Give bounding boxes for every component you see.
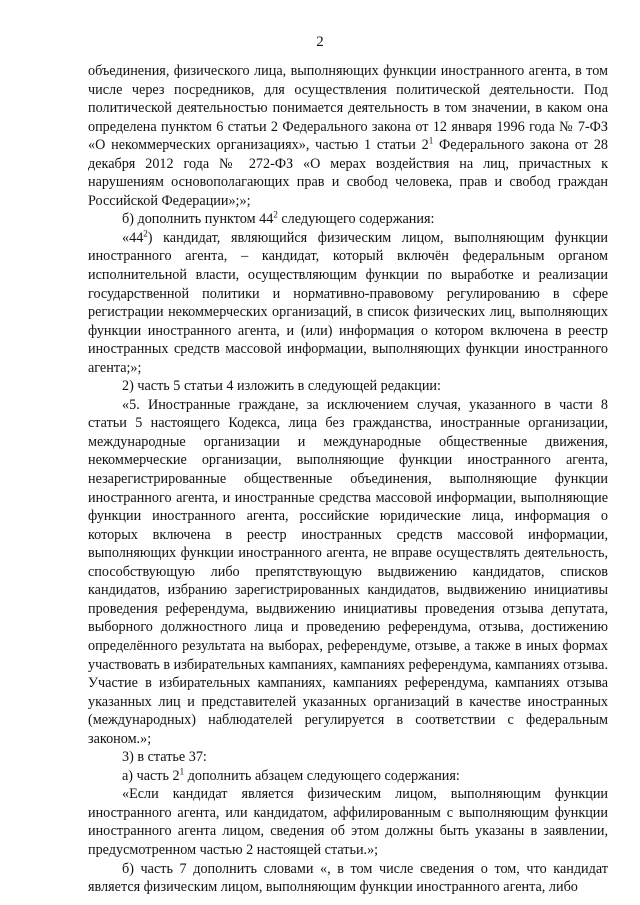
- page-number: 2: [316, 34, 324, 50]
- paragraph: 2) часть 5 статьи 4 изложить в следующей редакции:: [122, 378, 441, 395]
- document-body: [88, 62, 608, 897]
- paragraph: а) часть $2^1$ дополнить абзацем следующего содержания:: [122, 766, 460, 784]
- paragraph: б) часть 7 дополнить словами «, в том числе сведения о том, что кандидат является физическим лицом, выполняющим функции иностранного агента, либо: [88, 860, 608, 896]
- paragraph: «$44^2$) кандидат, являющийся физическим лицом, выполняющим функции иностранного агента, – кандидат, который включён федеральным органом исполнительной власти, осуществляющим функции по выработке и реализации государственной политики и нормативно-правовому регулированию в сфере регистрации некоммерческих организаций, в список физических лиц, выполняющих функции иностранного агента, и (или) информация о котором включена в реестр иностранных средств массовой информации, выполняющих функции иностранного агента;»;: [88, 228, 608, 376]
- superscript-number: 1: [179, 766, 185, 777]
- paragraph: «Если кандидат является физическим лицом, выполняющим функции иностранного агента, или кандидатом, аффилированным с выполняющим функции иностранного агента лицом, сведения об этом должны быть указаны в заявлении, предусмотренном частью 2 настоящей статьи.»;: [88, 786, 608, 858]
- paragraph: 3) в статье 37:: [122, 749, 207, 766]
- paragraph: объединения, физического лица, выполняющих функции иностранного агента, в том числе через посредников, для осуществления политической деятельности. Под политической деятельностью понимается деятельность в том значении, в каком она определена пунктом 6 статьи 2 Федерального закона от 12 января 1996 года № 7-ФЗ «О некоммерческих организациях», частью 1 статьи $2^1$ Федерального закона от 28 декабря 2012 года № 272-ФЗ «О мерах воздействия на лиц, причастных к нарушениям основополагающих прав и свобод человека, прав и свобод граждан Российской Федерации»;»;: [88, 63, 609, 209]
- superscript-number: 1: [428, 135, 434, 146]
- superscript-number: 2: [143, 228, 148, 239]
- superscript-number: 2: [273, 209, 278, 220]
- paragraph: «5. Иностранные граждане, за исключением случая, указанного в части 8 статьи 5 настоящего Кодекса, лица без гражданства, иностранные организации, международные организации и международные общественные движения, некоммерческие организации, выполняющие функции иностранного агента, незарегистрированные общественные объединения, выполняющие функции иностранного агента, и иностранные средства массовой информации, выполняющие функции иностранного агента, российские юридические лица, информация о которых включена в реестр иностранных средств массовой информации, выполняющих функции иностранного агента, не вправе осуществлять деятельность, способствующую либо препятствующую выдвижению кандидатов, списков кандидатов, избранию зарегистрированных кандидатов, выдвижению инициативы проведения референдума, выдвижению инициативы проведения отзыва депутата, выборного должностного лица и проведению референдума, отзыва, достижению определённого результата на выборах, референдуме, отзыве, а также в иных формах участвовать в избирательных кампаниях, кампаниях референдума, кампаниях отзыва. Участие в избирательных кампаниях, кампаниях референдума, кампаниях отзыва указанных лиц и представителей указанных организаций в качестве иностранных (международных) наблюдателей регулируется в соответствии с федеральным законом.»;: [88, 396, 608, 747]
- paragraph: б) дополнить пунктом $44^2$ следующего содержания:: [122, 209, 435, 228]
